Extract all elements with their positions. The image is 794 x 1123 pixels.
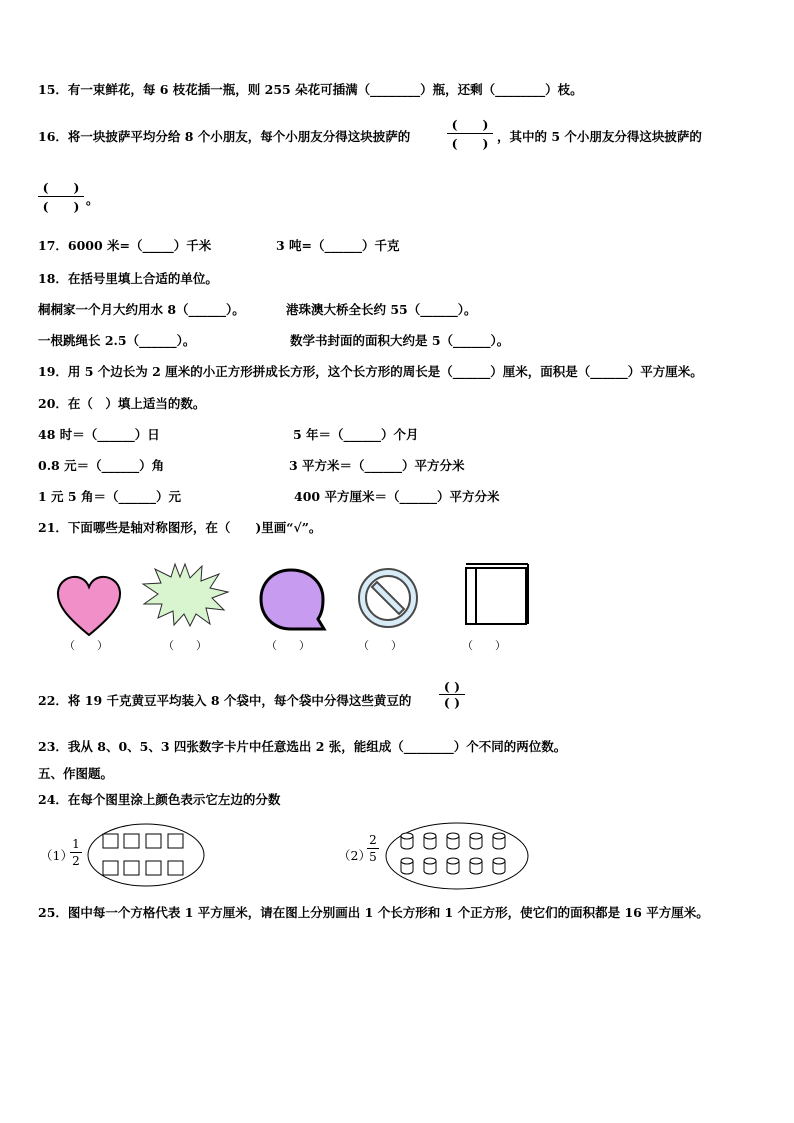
fraction-numerator: 1	[72, 837, 80, 851]
question-16-text-2: ，其中的 5 个小朋友分得这块披萨的	[497, 129, 702, 144]
fraction-denominator: ( )	[451, 136, 489, 151]
question-20-r3r: 400 平方厘米＝（______）平方分米	[294, 489, 500, 504]
speech-bubble-icon	[261, 570, 324, 629]
cylinder-icon	[493, 833, 505, 849]
fraction-numerator: ( )	[451, 117, 489, 132]
fraction-blank[interactable]	[38, 178, 84, 215]
question-23: 23．我从 8、0、5、3 四张数字卡片中任意选出 2 张，能组成（________）个不同的两位数。	[38, 739, 567, 754]
question-17-left: 17．6000 米=（_____）千米	[38, 238, 212, 253]
fraction-two-fifths	[367, 833, 379, 864]
answer-paren-2[interactable]: （ ）	[163, 639, 207, 652]
square-with-lines-icon	[466, 564, 528, 624]
burst-shape	[140, 562, 230, 628]
small-square-icon	[103, 834, 118, 848]
question-18-title: 18．在括号里填上合适的单位。	[38, 271, 218, 286]
question-20-r3l: 1 元 5 角＝（______）元	[38, 489, 181, 504]
section-5-title: 五、作图题。	[38, 766, 114, 781]
small-square-icon	[168, 861, 183, 875]
question-24-title: 24．在每个图里涂上颜色表示它左边的分数	[38, 792, 281, 807]
question-18-a: 桐桐家一个月大约用水 8（______）。	[38, 302, 245, 317]
oval-squares	[86, 822, 206, 888]
fraction-numerator: 2	[369, 833, 377, 847]
question-20-r2l: 0.8 元＝（______）角	[38, 458, 165, 473]
question-22: 22．将 19 千克黄豆平均装入 8 个袋中，每个袋中分得这些黄豆的	[38, 693, 412, 708]
question-19: 19．用 5 个边长为 2 厘米的小正方形拼成长方形，这个长方形的周长是（______）厘米，面积是（______）平方厘米。	[38, 364, 703, 379]
cylinder-icon	[424, 858, 436, 874]
question-17-right: 3 吨=（______）千克	[276, 238, 400, 253]
speech-bubble-shape	[258, 567, 328, 635]
starburst-icon	[143, 564, 228, 626]
small-square-icon	[124, 861, 139, 875]
question-20-r2r: 3 平方米＝（______）平方分米	[289, 458, 465, 473]
cylinder-icon	[493, 858, 505, 874]
answer-paren-4[interactable]: （ ）	[358, 639, 402, 652]
question-15: 15．有一束鲜花，每 6 枝花插一瓶，则 255 朵花可插满（________）瓶，还剩（________）枝。	[38, 82, 583, 97]
fraction-denominator: ( )	[443, 695, 461, 710]
fraction-denominator: ( )	[42, 199, 80, 214]
question-18-d: 数学书封面的面积大约是 5（______）。	[290, 333, 510, 348]
heart-icon	[58, 577, 120, 635]
answer-paren-1[interactable]: （ ）	[64, 639, 108, 652]
part-2-label: （2）	[338, 848, 371, 863]
small-square-icon	[103, 861, 118, 875]
small-square-icon	[146, 834, 161, 848]
small-square-icon	[168, 834, 183, 848]
question-18-c: 一根跳绳长 2.5（______）。	[38, 333, 196, 348]
prohibition-icon	[359, 569, 417, 627]
question-20-r1r: 5 年＝（______）个月	[293, 427, 419, 442]
fraction-numerator: ( )	[443, 679, 461, 694]
cylinder-icon	[401, 858, 413, 874]
question-20-r1l: 48 时＝（______）日	[38, 427, 160, 442]
oval-cylinders	[384, 821, 530, 891]
no-sign-shape	[356, 566, 420, 630]
fraction-bar	[70, 852, 82, 853]
question-25: 25．图中每一个方格代表 1 平方厘米，请在图上分别画出 1 个长方形和 1 个正方形，使它们的面积都是 16 平方厘米。	[38, 905, 709, 920]
question-20-title: 20．在（ ）填上适当的数。	[38, 396, 206, 411]
square-lines-shape	[464, 562, 530, 626]
fraction-numerator: ( )	[42, 180, 80, 195]
cylinder-icon	[470, 858, 482, 874]
answer-paren-5[interactable]: （ ）	[462, 639, 506, 652]
fraction-blank[interactable]	[447, 115, 493, 152]
fraction-blank[interactable]	[439, 679, 465, 710]
question-21-title: 21．下面哪些是轴对称图形，在（ )里画“√”。	[38, 520, 322, 535]
cylinder-icon	[424, 833, 436, 849]
cylinder-icon	[447, 833, 459, 849]
question-16-tail: 。	[86, 192, 99, 207]
fraction-bar	[367, 848, 379, 849]
cylinder-icon	[401, 833, 413, 849]
small-square-icon	[124, 834, 139, 848]
answer-paren-3[interactable]: （ ）	[266, 639, 310, 652]
heart-shape	[55, 575, 123, 637]
fraction-denominator: 2	[72, 854, 80, 868]
question-18-b: 港珠澳大桥全长约 55（______）。	[286, 302, 477, 317]
cylinder-icon	[447, 858, 459, 874]
small-square-icon	[146, 861, 161, 875]
fraction-denominator: 5	[369, 850, 377, 864]
question-16-text: 16．将一块披萨平均分给 8 个小朋友，每个小朋友分得这块披萨的	[38, 129, 411, 144]
cylinder-icon	[470, 833, 482, 849]
fraction-one-half	[70, 837, 82, 868]
part-1-label: （1）	[40, 848, 73, 863]
